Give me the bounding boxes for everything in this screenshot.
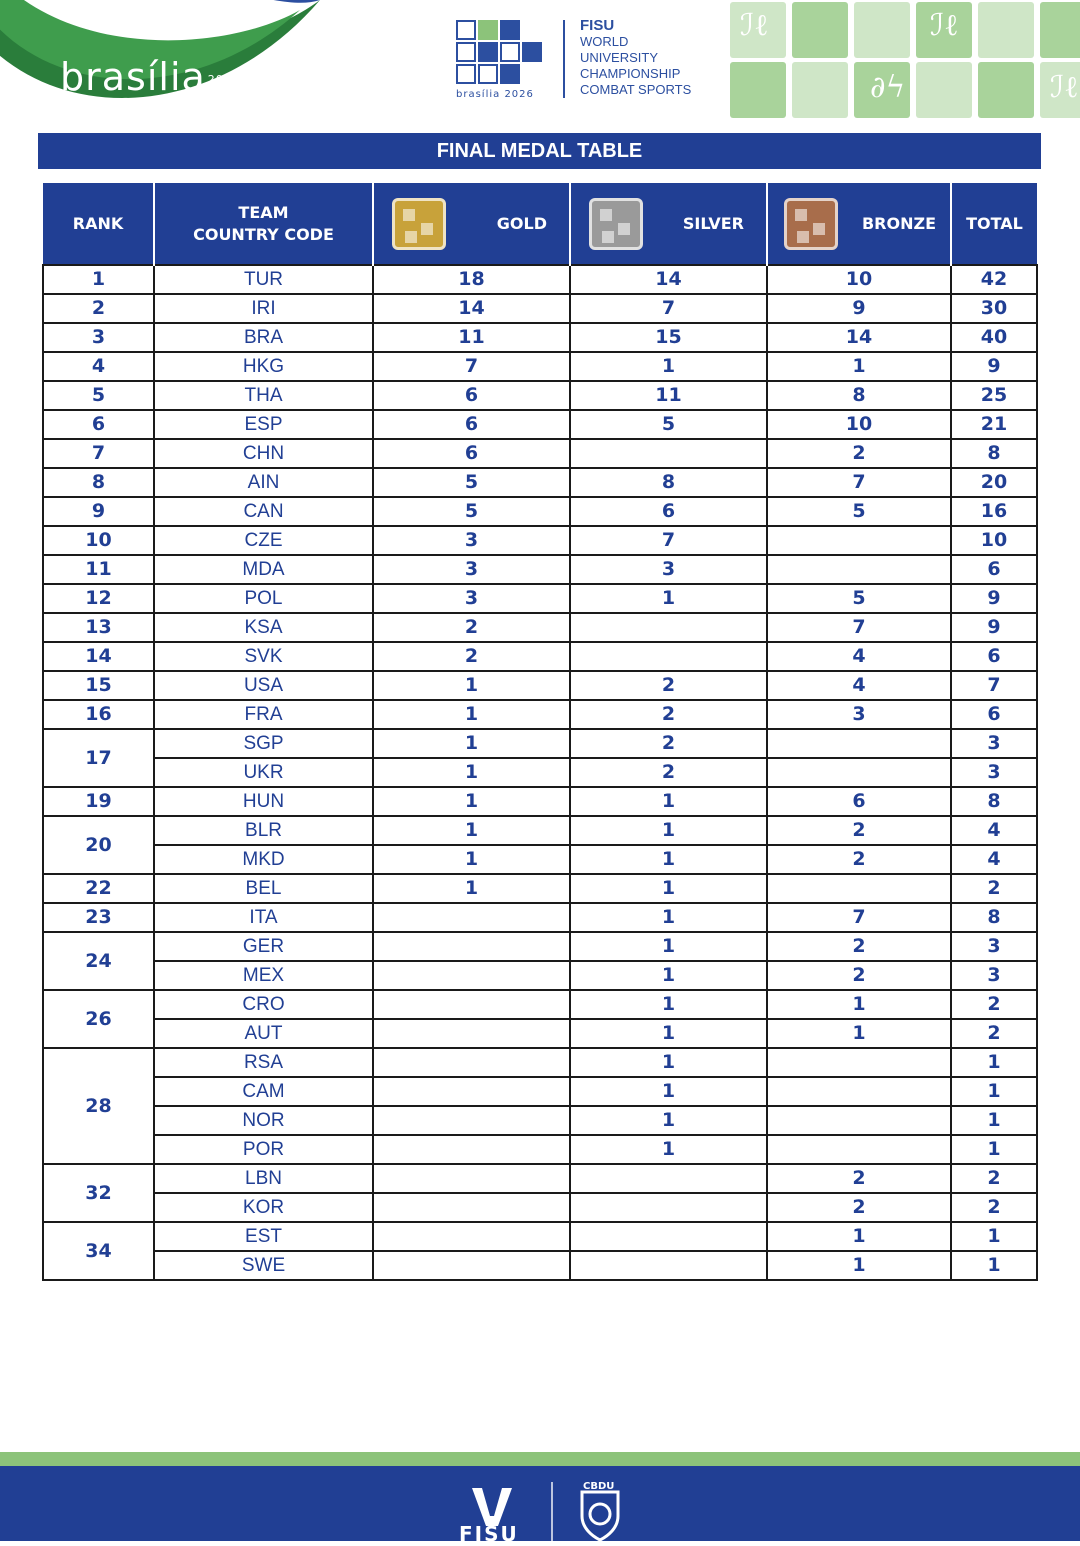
bronze-count-cell: 2 [767,816,951,845]
rank-cell: 8 [43,468,154,497]
country-code-cell: UKR [154,758,373,787]
page-title: FINAL MEDAL TABLE [38,133,1041,169]
country-code-cell: POL [154,584,373,613]
bronze-count-cell: 1 [767,352,951,381]
total-count-cell: 2 [951,874,1037,903]
total-count-cell: 20 [951,468,1037,497]
gold-count-cell [373,1048,570,1077]
fisu-championship-text [580,18,691,98]
country-code-cell: POR [154,1135,373,1164]
country-code-cell: HKG [154,352,373,381]
rank-cell: 5 [43,381,154,410]
total-count-cell: 9 [951,352,1037,381]
gold-count-cell: 1 [373,758,570,787]
bronze-count-cell: 8 [767,381,951,410]
country-code-cell: ITA [154,903,373,932]
total-count-cell: 2 [951,1164,1037,1193]
total-count-cell: 6 [951,555,1037,584]
country-code-cell: SVK [154,642,373,671]
total-count-cell: 30 [951,294,1037,323]
header-pattern-tiles: ℐℓ ∂ϟ ℐℓ ℐℓ [720,0,1080,120]
table-row [43,671,1037,700]
country-code-cell: KSA [154,613,373,642]
silver-count-cell [570,1164,767,1193]
bronze-count-cell [767,555,951,584]
fisu-line: UNIVERSITY [580,50,659,65]
bronze-medal-icon [784,198,838,250]
gold-count-cell: 11 [373,323,570,352]
gold-count-cell: 2 [373,642,570,671]
bronze-count-cell: 9 [767,294,951,323]
logo-caption: brasília 2026 [456,89,534,100]
country-code-cell: HUN [154,787,373,816]
bronze-count-cell [767,1048,951,1077]
rank-cell: 1 [43,265,154,294]
bronze-count-cell [767,526,951,555]
table-row [43,758,1037,787]
gold-count-cell: 1 [373,845,570,874]
country-code-cell: ESP [154,410,373,439]
footer-bar [0,1466,1080,1541]
table-row [43,990,1037,1019]
total-count-cell: 16 [951,497,1037,526]
total-count-cell: 9 [951,613,1037,642]
bronze-count-cell: 1 [767,1251,951,1280]
footer-green-stripe [0,1452,1080,1466]
table-row [43,323,1037,352]
bronze-count-cell: 1 [767,990,951,1019]
gold-count-cell [373,1135,570,1164]
rank-cell: 26 [43,990,154,1048]
bronze-count-cell: 7 [767,903,951,932]
country-code-cell: BEL [154,874,373,903]
total-count-cell: 1 [951,1077,1037,1106]
country-code-cell: CAM [154,1077,373,1106]
total-count-cell: 4 [951,816,1037,845]
bronze-count-cell: 1 [767,1019,951,1048]
silver-count-cell: 2 [570,758,767,787]
table-row [43,1106,1037,1135]
total-count-cell: 1 [951,1251,1037,1280]
rank-cell: 14 [43,642,154,671]
bronze-count-cell: 14 [767,323,951,352]
country-code-cell: KOR [154,1193,373,1222]
gold-count-cell: 1 [373,874,570,903]
bronze-count-cell: 2 [767,845,951,874]
total-count-cell: 21 [951,410,1037,439]
silver-count-cell: 1 [570,787,767,816]
table-row [43,932,1037,961]
brand-name: brasília [60,55,206,99]
rank-cell: 22 [43,874,154,903]
fisu-line: FISU [580,17,615,34]
gold-count-cell: 1 [373,729,570,758]
rank-header-label: RANK [72,214,124,233]
silver-medal-icon [589,198,643,250]
bronze-count-cell: 1 [767,1222,951,1251]
bronze-count-cell: 2 [767,439,951,468]
gold-count-cell: 2 [373,613,570,642]
bronze-count-cell: 7 [767,613,951,642]
country-code-cell: BRA [154,323,373,352]
total-count-cell: 2 [951,1019,1037,1048]
gold-count-cell: 6 [373,381,570,410]
table-row [43,961,1037,990]
bronze-header-label: BRONZE [861,214,936,233]
bronze-count-cell: 2 [767,961,951,990]
bronze-count-cell [767,874,951,903]
bronze-count-cell: 2 [767,1164,951,1193]
column-header-rank [43,183,154,265]
country-code-cell: CAN [154,497,373,526]
championship-logo-icon [456,20,542,86]
team-header-line2: COUNTRY CODE [193,224,334,244]
rank-cell: 32 [43,1164,154,1222]
cbdu-footer-label: CBDU [583,1481,615,1492]
silver-count-cell: 1 [570,1077,767,1106]
country-code-cell: CZE [154,526,373,555]
team-header-line1: TEAM [238,202,289,222]
total-count-cell: 3 [951,932,1037,961]
bronze-count-cell [767,1077,951,1106]
fisu-footer-label: FISU [459,1522,519,1546]
silver-count-cell: 1 [570,1048,767,1077]
total-count-cell: 4 [951,845,1037,874]
table-row [43,1077,1037,1106]
table-row [43,1019,1037,1048]
bronze-count-cell: 7 [767,468,951,497]
silver-count-cell: 1 [570,845,767,874]
total-count-cell: 8 [951,787,1037,816]
silver-count-cell [570,642,767,671]
silver-count-cell: 7 [570,294,767,323]
table-row [43,468,1037,497]
silver-count-cell: 1 [570,352,767,381]
total-count-cell: 6 [951,700,1037,729]
country-code-cell: TUR [154,265,373,294]
bronze-count-cell [767,1135,951,1164]
table-row [43,816,1037,845]
silver-count-cell [570,613,767,642]
total-count-cell: 3 [951,729,1037,758]
table-row [43,1222,1037,1251]
rank-cell: 19 [43,787,154,816]
total-count-cell: 6 [951,642,1037,671]
silver-count-cell: 15 [570,323,767,352]
country-code-cell: SGP [154,729,373,758]
gold-count-cell: 14 [373,294,570,323]
gold-count-cell: 1 [373,700,570,729]
rank-cell: 10 [43,526,154,555]
column-header-bronze [767,183,951,265]
gold-count-cell: 5 [373,497,570,526]
rank-cell: 28 [43,1048,154,1164]
gold-count-cell [373,1106,570,1135]
gold-count-cell [373,990,570,1019]
table-row [43,265,1037,294]
rank-cell: 3 [43,323,154,352]
table-row [43,555,1037,584]
total-count-cell: 8 [951,439,1037,468]
country-code-cell: MKD [154,845,373,874]
column-header-total [951,183,1037,265]
gold-count-cell: 1 [373,671,570,700]
rank-cell: 16 [43,700,154,729]
bronze-count-cell: 5 [767,497,951,526]
gold-count-cell: 5 [373,468,570,497]
rank-cell: 15 [43,671,154,700]
total-count-cell: 10 [951,526,1037,555]
bronze-count-cell: 10 [767,265,951,294]
table-row [43,903,1037,932]
country-code-cell: SWE [154,1251,373,1280]
brand-wordmark [60,55,240,99]
rank-cell: 12 [43,584,154,613]
gold-count-cell [373,961,570,990]
rank-cell: 6 [43,410,154,439]
country-code-cell: THA [154,381,373,410]
medal-table [42,183,1038,1281]
bronze-count-cell: 4 [767,642,951,671]
silver-count-cell: 1 [570,584,767,613]
gold-count-cell: 18 [373,265,570,294]
table-row [43,1193,1037,1222]
country-code-cell: RSA [154,1048,373,1077]
gold-header-label: GOLD [496,214,547,233]
table-row [43,787,1037,816]
total-count-cell: 2 [951,990,1037,1019]
silver-count-cell [570,439,767,468]
fisu-line: COMBAT SPORTS [580,82,692,97]
silver-count-cell: 6 [570,497,767,526]
country-code-cell: IRI [154,294,373,323]
total-count-cell: 8 [951,903,1037,932]
total-count-cell: 1 [951,1048,1037,1077]
country-code-cell: NOR [154,1106,373,1135]
silver-count-cell: 1 [570,816,767,845]
silver-count-cell: 1 [570,961,767,990]
fisu-line: CHAMPIONSHIP [580,66,681,81]
bronze-count-cell: 6 [767,787,951,816]
bronze-count-cell [767,1106,951,1135]
silver-count-cell: 1 [570,1106,767,1135]
country-code-cell: LBN [154,1164,373,1193]
table-row [43,410,1037,439]
silver-count-cell: 7 [570,526,767,555]
silver-count-cell: 3 [570,555,767,584]
country-code-cell: MEX [154,961,373,990]
country-code-cell: USA [154,671,373,700]
column-header-silver [570,183,767,265]
total-count-cell: 42 [951,265,1037,294]
table-row [43,1135,1037,1164]
country-code-cell: AIN [154,468,373,497]
gold-count-cell: 3 [373,555,570,584]
gold-count-cell [373,1019,570,1048]
bronze-count-cell: 4 [767,671,951,700]
total-count-cell: 1 [951,1106,1037,1135]
silver-count-cell: 1 [570,874,767,903]
silver-count-cell: 2 [570,729,767,758]
gold-count-cell: 1 [373,816,570,845]
table-row [43,613,1037,642]
rank-cell: 24 [43,932,154,990]
rank-cell: 9 [43,497,154,526]
table-row [43,845,1037,874]
bronze-count-cell: 2 [767,932,951,961]
gold-count-cell [373,903,570,932]
silver-count-cell [570,1193,767,1222]
gold-count-cell [373,1193,570,1222]
total-count-cell: 1 [951,1135,1037,1164]
total-count-cell: 9 [951,584,1037,613]
total-count-cell: 7 [951,671,1037,700]
table-row [43,381,1037,410]
total-count-cell: 3 [951,961,1037,990]
silver-count-cell [570,1222,767,1251]
total-count-cell: 1 [951,1222,1037,1251]
rank-cell: 2 [43,294,154,323]
silver-count-cell: 1 [570,990,767,1019]
gold-count-cell: 6 [373,410,570,439]
total-count-cell: 25 [951,381,1037,410]
bronze-count-cell: 5 [767,584,951,613]
page-header [0,0,1080,125]
country-code-cell: EST [154,1222,373,1251]
silver-header-label: SILVER [682,214,744,233]
bronze-count-cell [767,758,951,787]
table-row [43,642,1037,671]
rank-cell: 7 [43,439,154,468]
silver-count-cell: 5 [570,410,767,439]
gold-count-cell: 3 [373,526,570,555]
table-row [43,1048,1037,1077]
country-code-cell: BLR [154,816,373,845]
table-row [43,584,1037,613]
gold-medal-icon [392,198,446,250]
rank-cell: 34 [43,1222,154,1280]
table-row [43,729,1037,758]
rank-cell: 11 [43,555,154,584]
country-code-cell: GER [154,932,373,961]
rank-cell: 13 [43,613,154,642]
gold-count-cell: 1 [373,787,570,816]
brand-year: 2026 [207,73,240,86]
silver-count-cell: 11 [570,381,767,410]
gold-count-cell [373,1077,570,1106]
rank-cell: 17 [43,729,154,787]
table-row [43,294,1037,323]
gold-count-cell [373,1251,570,1280]
total-header-label: TOTAL [966,214,1023,233]
silver-count-cell: 1 [570,903,767,932]
total-count-cell: 2 [951,1193,1037,1222]
silver-count-cell: 2 [570,700,767,729]
country-code-cell: CRO [154,990,373,1019]
table-header-row [43,183,1037,265]
table-row [43,497,1037,526]
bronze-count-cell: 10 [767,410,951,439]
silver-count-cell: 14 [570,265,767,294]
column-header-gold [373,183,570,265]
table-row [43,1251,1037,1280]
column-header-team [154,183,373,265]
bronze-count-cell: 2 [767,1193,951,1222]
bronze-count-cell: 3 [767,700,951,729]
silver-count-cell: 2 [570,671,767,700]
table-row [43,874,1037,903]
table-row [43,352,1037,381]
silver-count-cell: 1 [570,932,767,961]
footer-divider [551,1482,553,1541]
silver-count-cell: 1 [570,1135,767,1164]
country-code-cell: AUT [154,1019,373,1048]
table-row [43,700,1037,729]
country-code-cell: CHN [154,439,373,468]
silver-count-cell: 8 [570,468,767,497]
gold-count-cell [373,1164,570,1193]
medal-table-body [43,265,1037,1280]
total-count-cell: 3 [951,758,1037,787]
table-row [43,526,1037,555]
table-row [43,1164,1037,1193]
gold-count-cell: 7 [373,352,570,381]
bronze-count-cell [767,729,951,758]
rank-cell: 23 [43,903,154,932]
gold-count-cell: 3 [373,584,570,613]
country-code-cell: FRA [154,700,373,729]
gold-count-cell [373,932,570,961]
fisu-line: WORLD [580,34,629,49]
silver-count-cell: 1 [570,1019,767,1048]
total-count-cell: 40 [951,323,1037,352]
country-code-cell: MDA [154,555,373,584]
rank-cell: 20 [43,816,154,874]
logo-divider [563,20,565,98]
silver-count-cell [570,1251,767,1280]
gold-count-cell [373,1222,570,1251]
rank-cell: 4 [43,352,154,381]
table-row [43,439,1037,468]
gold-count-cell: 6 [373,439,570,468]
